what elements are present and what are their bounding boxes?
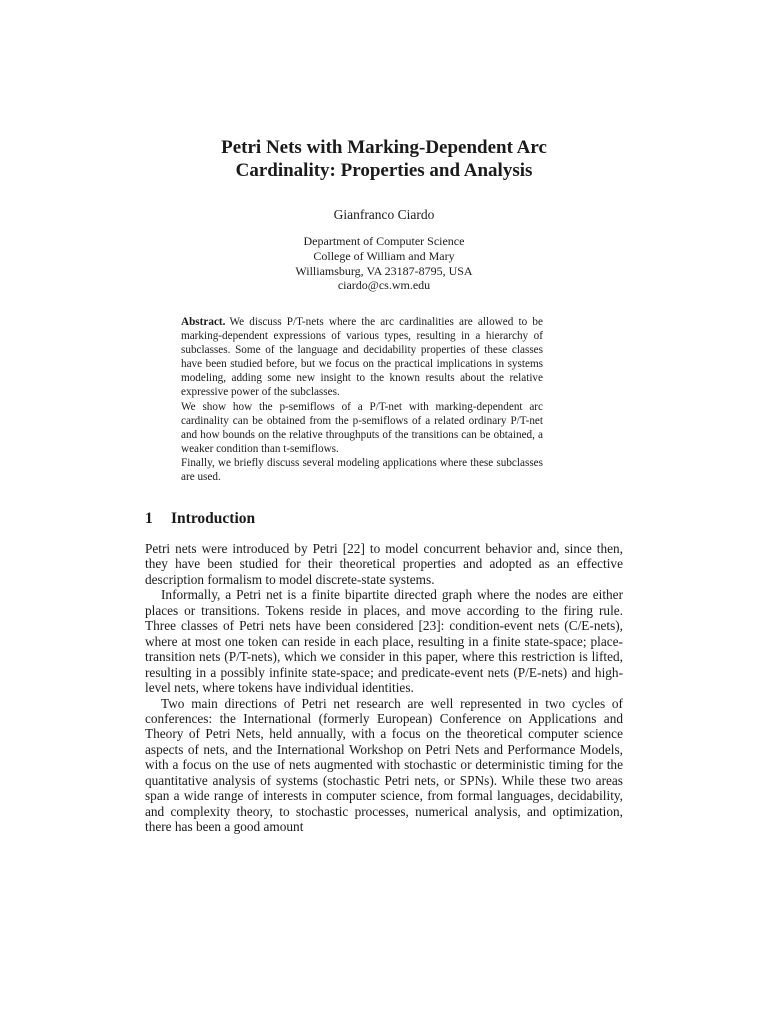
paper-title xyxy=(100,136,668,182)
section-title: Introduction xyxy=(171,510,256,527)
abstract-paragraph-3: Finally, we briefly discuss several modeling applications where these subclasses are used. xyxy=(181,456,543,484)
body-text xyxy=(145,541,623,835)
title-line-2: Cardinality: Properties and Analysis xyxy=(235,160,533,181)
abstract-paragraph-2: We show how the p-semiflows of a P/T-net with marking-dependent arc cardinality can be obtained from the p-semiflows of a related ordinary P/T-net and how bounds on the relative throughputs of the transitions can be obtained, a weaker condition than t-semiflows. xyxy=(181,400,543,455)
affiliation-email: ciardo@cs.wm.edu xyxy=(337,278,431,293)
affiliation-college: College of William and Mary xyxy=(313,248,455,263)
abstract-paragraph-1 xyxy=(181,315,543,400)
body-paragraph-1: Petri nets were introduced by Petri [22] to model concurrent behavior and, since then, they have been studied for their theoretical properties and adopted as an effective description formalism to model discrete-state systems. xyxy=(145,541,623,587)
abstract-label: Abstract. xyxy=(181,316,226,328)
affiliation-address: Williamsburg, VA 23187-8795, USA xyxy=(295,263,473,278)
author-name: Gianfranco Ciardo xyxy=(333,207,435,222)
title-line-1: Petri Nets with Marking-Dependent Arc xyxy=(221,137,547,158)
section-heading xyxy=(145,509,623,529)
affiliation-department: Department of Computer Science xyxy=(303,234,465,248)
abstract-text-1: We discuss P/T-nets where the arc cardinalities are allowed to be marking-dependent expressions of various types, resulting in a hierarchy of subclasses. Some of the language and decidability properties of these classes have been studied before, but we focus on the practical implications in systems modeling, adding some new insight to the known results about the relative expressive power of the subclasses. xyxy=(181,316,543,399)
abstract-block xyxy=(181,315,543,484)
affiliation-block xyxy=(100,234,668,293)
body-paragraph-3: Two main directions of Petri net research are well represented in two cycles of conferences: the International (formerly European) Conference on Applications and Theory of Petri Nets, held annually, with a focus on the theoretical computer science aspects of nets, and the International Workshop on Petri Nets and Performance Models, with a focus on the use of nets augmented with stochastic or deterministic timing for the quantitative analysis of systems (stochastic Petri nets, or SPNs). While these two areas span a wide range of interests in computer science, from formal languages, decidability, and complexity theory, to stochastic processes, numerical analysis, and optimization, there has been a good amount xyxy=(145,695,623,835)
section-number: 1 xyxy=(145,510,153,527)
body-paragraph-2: Informally, a Petri net is a finite bipartite directed graph where the nodes are either places or transitions. Tokens reside in places, and move according to the firing rule. Three classes of Petri nets have been considered [23]: condition-event nets (C/E-nets), where at most one token can reside in each place, resulting in a finite state-space; place-transition nets (P/T-nets), which we consider in this paper, where this restriction is lifted, resulting in a possibly infinite state-space; and predicate-event nets (P/E-nets) and high-level nets, where tokens have individual identities. xyxy=(145,587,623,696)
